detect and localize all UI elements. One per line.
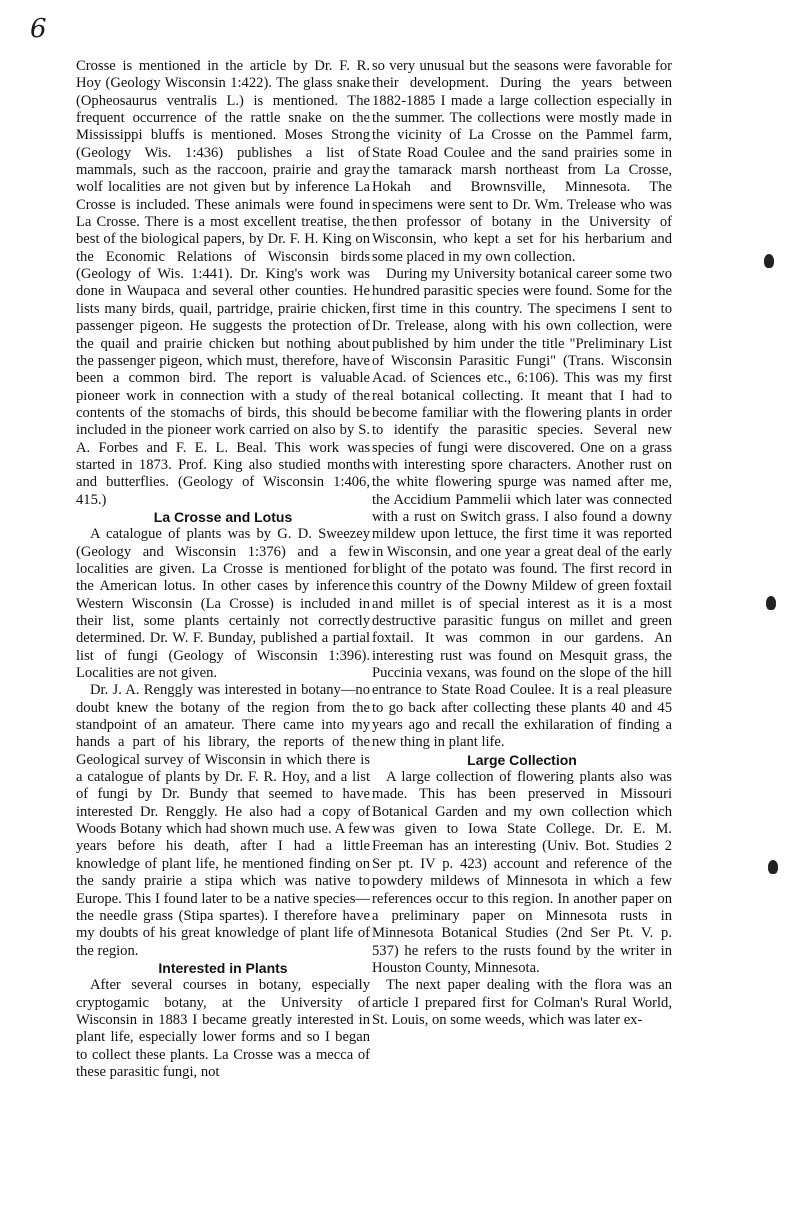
heading-la-crosse-and-lotus: La Crosse and Lotus bbox=[153, 508, 293, 525]
left-paragraph-3: Dr. J. A. Renggly was interested in botany—no doubt knew the botany of the region from the standpoint of an amateur. There came into my hands a part of his library, the reports of the Geological survey of Wisconsin in which there is a catalogue of plants by Dr. F. R. Hoy, and a list of fungi by Dr. Bundy that seemed to have interested Dr. Renggly. He also had a copy of Woods Botany which had shown much use. A few years before his death, after I had a little knowledge of plant life, he mentioned finding on the sandy prairie a stipa which was native to Europe. This I found later to be a native species—the needle grass (Stipa spartes). I therefore have my doubts of his great knowledge of plant life of the region. bbox=[76, 682, 370, 959]
scan-mark-1 bbox=[764, 254, 774, 268]
right-paragraph-1: so very unusual but the seasons were favorable for their development. During the years between 1882-1885 I made a large collection especially in the summer. The collections were mostly made in the vicinity of La Crosse on the Pammel farm, State Road Coulee and the sand prairies some in the tamarack marsh northeast from La Crosse, Hokah and Brownsville, Minnesota. The specimens were sent to Dr. Wm. Trelease who was then professor of botany in the University of Wisconsin, who kept a set for his herbarium and some placed in my own collection. bbox=[372, 58, 672, 265]
heading-large-collection: Large Collection bbox=[467, 751, 577, 768]
left-paragraph-4: After several courses in botany, especially cryptogamic botany, at the University of Wisconsin in 1883 I became greatly interested in plant life, especially lower forms and so I began to collect these plants. La Crosse was a mecca of these parasitic fungi, not bbox=[76, 977, 370, 1080]
left-column bbox=[76, 58, 370, 1081]
left-paragraph-2: A catalogue of plants was by G. D. Sweezey (Geology and Wisconsin 1:376) and a few localities are given. La Crosse is mentioned for the American lotus. In other cases by inference Western Wisconsin (La Crosse) is included in their list, some plants certainly not correctly determined. Dr. W. F. Bunday, published a partial list of fungi (Geology of Wisconsin 1:396). Localities are not given. bbox=[76, 526, 370, 682]
right-column bbox=[372, 58, 672, 1029]
scan-mark-3 bbox=[768, 860, 778, 874]
right-paragraph-4: The next paper dealing with the flora was an article I prepared first for Colman's Rural World, St. Louis, on some weeds, which was later ex- bbox=[372, 977, 672, 1028]
scan-mark-2 bbox=[766, 596, 776, 610]
heading-interested-in-plants: Interested in Plants bbox=[158, 959, 288, 976]
right-paragraph-3: A large collection of flowering plants also was made. This has been preserved in Missouri Botanical Garden and my own collection which was given to Iowa State College. Dr. E. M. Freeman has an interesting (Univ. Bot. Studies 2 Ser pt. IV p. 423) account and reference of the powdery mildews of Minnesota in which a few references occur to this region. In another paper on a preliminary paper on Minnesota rusts in Minnesota Botanical Studies (2nd Ser Pt. V. p. 537) he refers to the rusts found by the writer in Houston County, Minnesota. bbox=[372, 769, 672, 976]
left-paragraph-1: Crosse is mentioned in the article by Dr. F. R. Hoy (Geology Wisconsin 1:422). The glass snake (Opheosaurus ventralis L.) is mentioned. The frequent occurrence of the rattle snake on the Mississippi bluffs is mentioned. Moses Strong (Geology Wis. 1:436) publishes a list of mammals, such as the raccoon, prairie and gray wolf localities are not given but by inference La Crosse is included. These animals were found in La Crosse. There is a most excellent treatise, the best of the biological papers, by Dr. F. H. King on the Economic Relations of Wisconsin birds (Geology of Wis. 1:441). Dr. King's work was done in Waupaca and several other counties. He lists many birds, quail, partridge, prairie chicken, passenger pigeon. He suggests the protection of the quail and prairie chicken but nothing about the passenger pigeon, which must, therefore, have been a common bird. The report is valuable pioneer work in connection with a study of the contents of the stomachs of birds, this should be included in the pioneer work carried on also by S. A. Forbes and F. E. L. Beal. This work was started in 1873. Prof. King also studied months and butterflies. (Geology of Wisconsin 1:406, 415.) bbox=[76, 58, 370, 508]
right-paragraph-2: During my University botanical career some two hundred parasitic species were found. Some for the first time in this country. The specimens I sent to Dr. Trelease, along with his own collection, were published by him under the title "Preliminary List of Wisconsin Parasitic Fungi" (Trans. Wisconsin Acad. of Sciences etc., 6:106). This was my first real botanical collecting. It meant that I had to become familiar with the flowering plants in order to identify the parasitic species. Several new species of fungi were discovered. One on a grass with interesting spore characters. Another rust on the white flowering spurge was named after me, the Accidium Pammelii which later was connected with a rust on Switch grass. I also found a downy mildew upon lettuce, the first time it was reported in Wisconsin, and one year a great deal of the early blight of the potato was found. The first record in this country of the Downy Mildew of green foxtail and millet is of special interest as it is a most destructive parasitic fungus on millet and green foxtail. It was common in our gardens. An interesting rust was found on Mesquit grass, the Puccinia vexans, was found on the slope of the hill entrance to State Road Coulee. It is a real pleasure to go back after collecting these plants 40 and 45 years ago and recall the exhilaration of finding a new thing in plant life. bbox=[372, 266, 672, 751]
page-number: 6 bbox=[30, 14, 47, 44]
